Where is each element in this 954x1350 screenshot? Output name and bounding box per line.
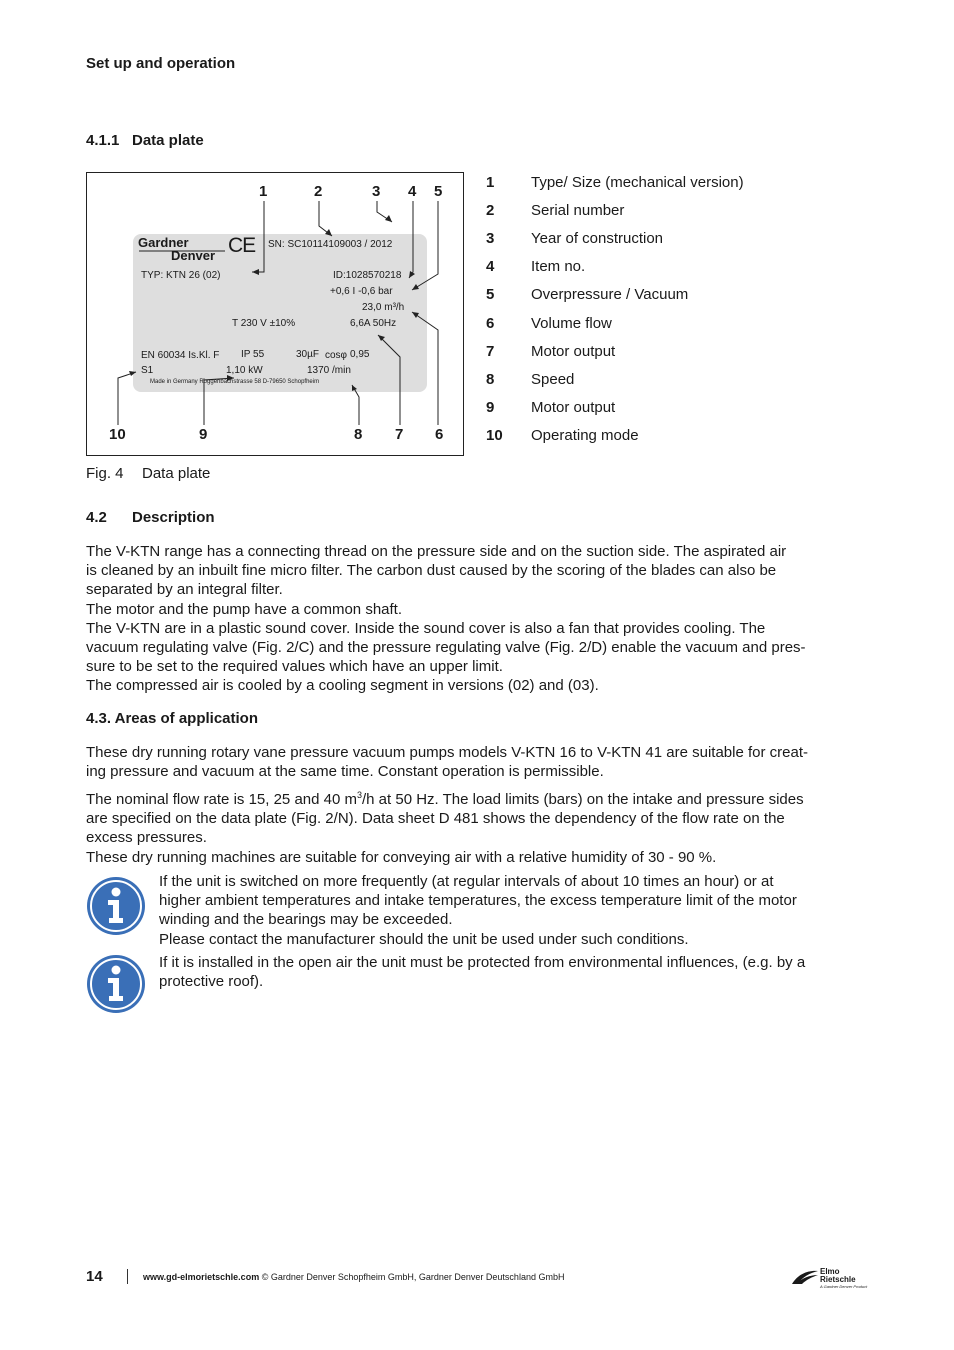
heading-title: Data plate — [132, 132, 204, 149]
figure-caption — [86, 464, 210, 483]
text-segment: The nominal flow rate is 15, 25 and 40 m — [86, 791, 357, 808]
text-line: The V-KTN are in a plastic sound cover. Inside the sound cover is also a fan that provides cooling. The — [86, 619, 766, 637]
legend-number: 1 — [486, 173, 495, 191]
heading-number: 4.2 — [86, 509, 107, 526]
heading-4-3: 4.3. Areas of application — [86, 710, 258, 727]
logo-tagline: A Gardner Denver Product — [820, 1284, 868, 1289]
info-icon — [86, 876, 146, 936]
text-line: is cleaned by an inbuilt fine micro filter. The carbon dust caused by the scoring of the blades can also be — [86, 562, 777, 580]
legend-label: Operating mode — [531, 427, 639, 445]
plate-norm: EN 60034 Is.Kl. F — [141, 350, 220, 361]
legend-number: 4 — [486, 258, 495, 276]
callout-1: 1 — [259, 183, 268, 200]
legend-list — [486, 168, 744, 450]
legend-label: Motor output — [531, 342, 616, 360]
brand-line2: Denver — [171, 248, 216, 263]
text-line: The V-KTN range has a connecting thread on the pressure side and on the suction side. The aspirated air — [86, 543, 787, 560]
text-line: vacuum regulating valve (Fig. 2/C) and the pressure regulating valve (Fig. 2/D) enable the vacuum and pres- — [86, 639, 806, 657]
info-note-2 — [159, 953, 869, 991]
callout-7: 7 — [395, 426, 404, 443]
plate-mode: S1 — [141, 365, 154, 376]
callout-10: 10 — [109, 426, 126, 443]
callout-5: 5 — [434, 183, 443, 200]
callout-9: 9 — [199, 426, 208, 443]
info-note-1 — [159, 872, 869, 949]
legend-label: Serial number — [531, 201, 625, 219]
callout-8: 8 — [354, 426, 363, 443]
legend-item — [486, 224, 744, 252]
logo-line1: Elmo — [820, 1267, 840, 1276]
legend-number: 2 — [486, 201, 495, 219]
callout-line-2 — [319, 201, 332, 236]
text-line: higher ambient temperatures and intake temperatures, the excess temperature limit of the motor — [159, 892, 797, 910]
text-segment: /h at 50 Hz. The load limits (bars) on the intake and pressure sides — [362, 791, 804, 808]
legend-label: Motor output — [531, 399, 616, 417]
callout-3: 3 — [372, 183, 381, 200]
footer-url: www.gd-elmorietschle.com — [143, 1272, 260, 1282]
legend-number: 8 — [486, 370, 495, 388]
legend-item — [486, 168, 744, 196]
legend-label: Speed — [531, 370, 575, 388]
plate-id: ID:1028570218 — [333, 270, 402, 281]
plate-capacitor: 30µF — [296, 349, 319, 360]
text-line: Please contact the manufacturer should the unit be used under such conditions. — [159, 930, 689, 948]
callout-6: 6 — [435, 426, 444, 443]
text-line: winding and the bearings may be exceeded. — [159, 911, 453, 929]
legend-item — [486, 309, 744, 337]
legend-number: 7 — [486, 342, 495, 360]
text-line: If the unit is switched on more frequently (at regular intervals of about 10 times an hour) or at — [159, 873, 774, 890]
plate-current: 6,6A 50Hz — [350, 318, 397, 329]
heading-4-2 — [86, 509, 215, 526]
plate-flow: 23,0 m³/h — [362, 302, 405, 313]
text-line: These dry running rotary vane pressure vacuum pumps models V-KTN 16 to V-KTN 41 are suitable for creat- — [86, 744, 808, 761]
page-number: 14 — [86, 1268, 103, 1285]
brand-line1: Gardner — [138, 235, 189, 250]
application-text-3: These dry running machines are suitable for conveying air with a relative humidity of 30 - 90 %. — [86, 849, 717, 866]
plate-serial: SN: SC10114109003 / 2012 — [268, 239, 393, 250]
figure-number: Fig. 4 — [86, 465, 124, 482]
superscript: 3 — [356, 790, 362, 800]
elmo-rietschle-swoosh-icon — [790, 1268, 820, 1286]
ce-mark: CE — [228, 234, 256, 257]
legend-number: 9 — [486, 399, 495, 417]
plate-ip: IP 55 — [241, 349, 265, 360]
plate-pressure: +0,6 I -0,6 bar — [330, 286, 393, 297]
legend-label: Type/ Size (mechanical version) — [531, 173, 744, 191]
legend-label: Item no. — [531, 258, 586, 276]
callout-2: 2 — [314, 183, 323, 200]
legend-number: 5 — [486, 286, 495, 304]
application-text-1 — [86, 743, 876, 781]
logo-line2: Rietschle — [820, 1275, 856, 1284]
gardner-denver-logo — [138, 236, 215, 262]
plate-made-in: Made in Germany Roggenbachstrasse 58 D-79650 Schopfheim — [150, 379, 320, 385]
callout-4: 4 — [408, 183, 417, 200]
legend-number: 3 — [486, 229, 495, 247]
text-line: are specified on the data plate (Fig. 2/N). Data sheet D 481 shows the dependency of the flow rate on the — [86, 810, 785, 828]
legend-label: Overpressure / Vacuum — [531, 286, 689, 304]
legend-item — [486, 281, 744, 309]
text-line: If it is installed in the open air the unit must be protected from environmental influences, (e.g. by a — [159, 954, 806, 971]
description-text — [86, 542, 876, 696]
legend-item — [486, 253, 744, 281]
legend-number: 6 — [486, 314, 495, 332]
plate-power: 1,10 kW — [226, 365, 263, 376]
legend-item — [486, 365, 744, 393]
text-line: excess pressures. — [86, 829, 207, 847]
elmo-rietschle-logo — [820, 1268, 867, 1289]
heading-title: Description — [132, 509, 215, 526]
legend-label: Year of construction — [531, 229, 664, 247]
text-line: The compressed air is cooled by a cooling segment in versions (02) and (03). — [86, 677, 599, 695]
text-line: protective roof). — [159, 973, 264, 991]
footer-divider — [127, 1269, 128, 1284]
legend-item — [486, 422, 744, 450]
text-line — [86, 786, 876, 809]
figure-title: Data plate — [142, 465, 211, 482]
legend-number: 10 — [486, 427, 503, 445]
text-line: separated by an integral filter. — [86, 581, 283, 599]
text-line: sure to be set to the required values which have an upper limit. — [86, 658, 503, 676]
text-line: ing pressure and vacuum at the same time. Constant operation is permissible. — [86, 763, 604, 781]
legend-item — [486, 337, 744, 365]
footer-copyright: © Gardner Denver Schopfheim GmbH, Gardner Denver Deutschland GmbH — [259, 1272, 565, 1282]
legend-item — [486, 196, 744, 224]
plate-voltage: T 230 V ±10% — [232, 318, 296, 329]
plate-speed: 1370 /min — [307, 365, 351, 376]
text-line: The motor and the pump have a common shaft. — [86, 600, 403, 618]
plate-cos-value: 0,95 — [350, 349, 370, 360]
application-text-2 — [86, 786, 876, 848]
section-header: Set up and operation — [86, 55, 236, 72]
plate-cos-label: cosφ — [325, 350, 348, 361]
legend-item — [486, 394, 744, 422]
plate-type: TYP: KTN 26 (02) — [141, 270, 221, 281]
footer-text — [143, 1272, 564, 1282]
heading-number: 4.1.1 — [86, 132, 120, 149]
legend-label: Volume flow — [531, 314, 612, 332]
info-icon — [86, 954, 146, 1014]
